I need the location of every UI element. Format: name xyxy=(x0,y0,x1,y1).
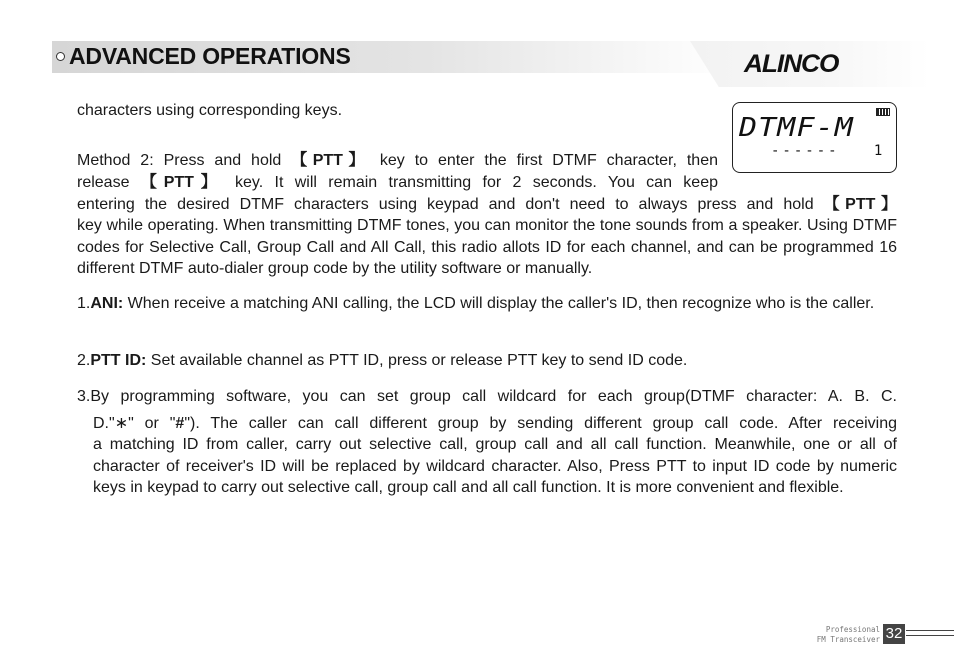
alinco-logo: ALINCO xyxy=(744,50,839,78)
section-title: ADVANCED OPERATIONS xyxy=(69,43,351,69)
list-item-ptt-id: 2.PTT ID: Set available channel as PTT ID, press or release PTT key to send ID code. xyxy=(77,352,688,369)
list-item-wildcard-line-1: 3.By programming software, you can set group call wildcard for each group(DTMF character: A. B. C. xyxy=(77,388,897,405)
lcd-display xyxy=(732,102,897,173)
page-number: 32 xyxy=(883,624,905,644)
list-item-ani: 1.ANI: When receive a matching ANI calling, the LCD will display the caller's ID, then recognize who is the caller. xyxy=(77,295,875,312)
battery-icon xyxy=(876,108,890,116)
list-item-wildcard-line-2: D."∗" or "#"). The caller can call different group by sending different group call code. After receiving xyxy=(93,415,897,432)
method2-line-2: release 【PTT】 key. It will remain transmitting for 2 seconds. You can keep xyxy=(77,174,718,191)
method2-line-3: entering the desired DTMF characters using keypad and don't need to always press and hold 【PTT】 xyxy=(77,196,897,213)
bullet-icon xyxy=(56,52,65,61)
paragraph-continuation: characters using corresponding keys. xyxy=(77,102,343,119)
footer-rule-bottom xyxy=(906,635,954,636)
list-item-wildcard-rest: a matching ID from caller, carry out selective call, group call and all call function. Meanwhile, one or all of character of receiver's ID will be replaced by wildcard character. Also, Press PTT to input ID code by numeric keys in keypad to carry out selective call, group call and all call function. It is more convenient and flexible. xyxy=(93,436,897,496)
footer-rule-top xyxy=(906,630,954,631)
lcd-line-1: DTMF-M xyxy=(739,113,854,143)
lcd-line-2: ------ 1 xyxy=(771,143,886,159)
method2-line-1: Method 2: Press and hold 【PTT】 key to enter the first DTMF character, then xyxy=(77,152,718,169)
footer-professional: Professional xyxy=(825,625,880,634)
method2-rest: key while operating. When transmitting DTMF tones, you can monitor the tone sounds from a speaker. Using DTMF codes for Selective Call, Group Call and All Call, this radio allots ID for each channel, and can be programmed 16 different DTMF auto-dialer group code by the utility software or manually. xyxy=(77,217,897,277)
footer-fm-transceiver: FM Transceiver xyxy=(816,635,880,644)
